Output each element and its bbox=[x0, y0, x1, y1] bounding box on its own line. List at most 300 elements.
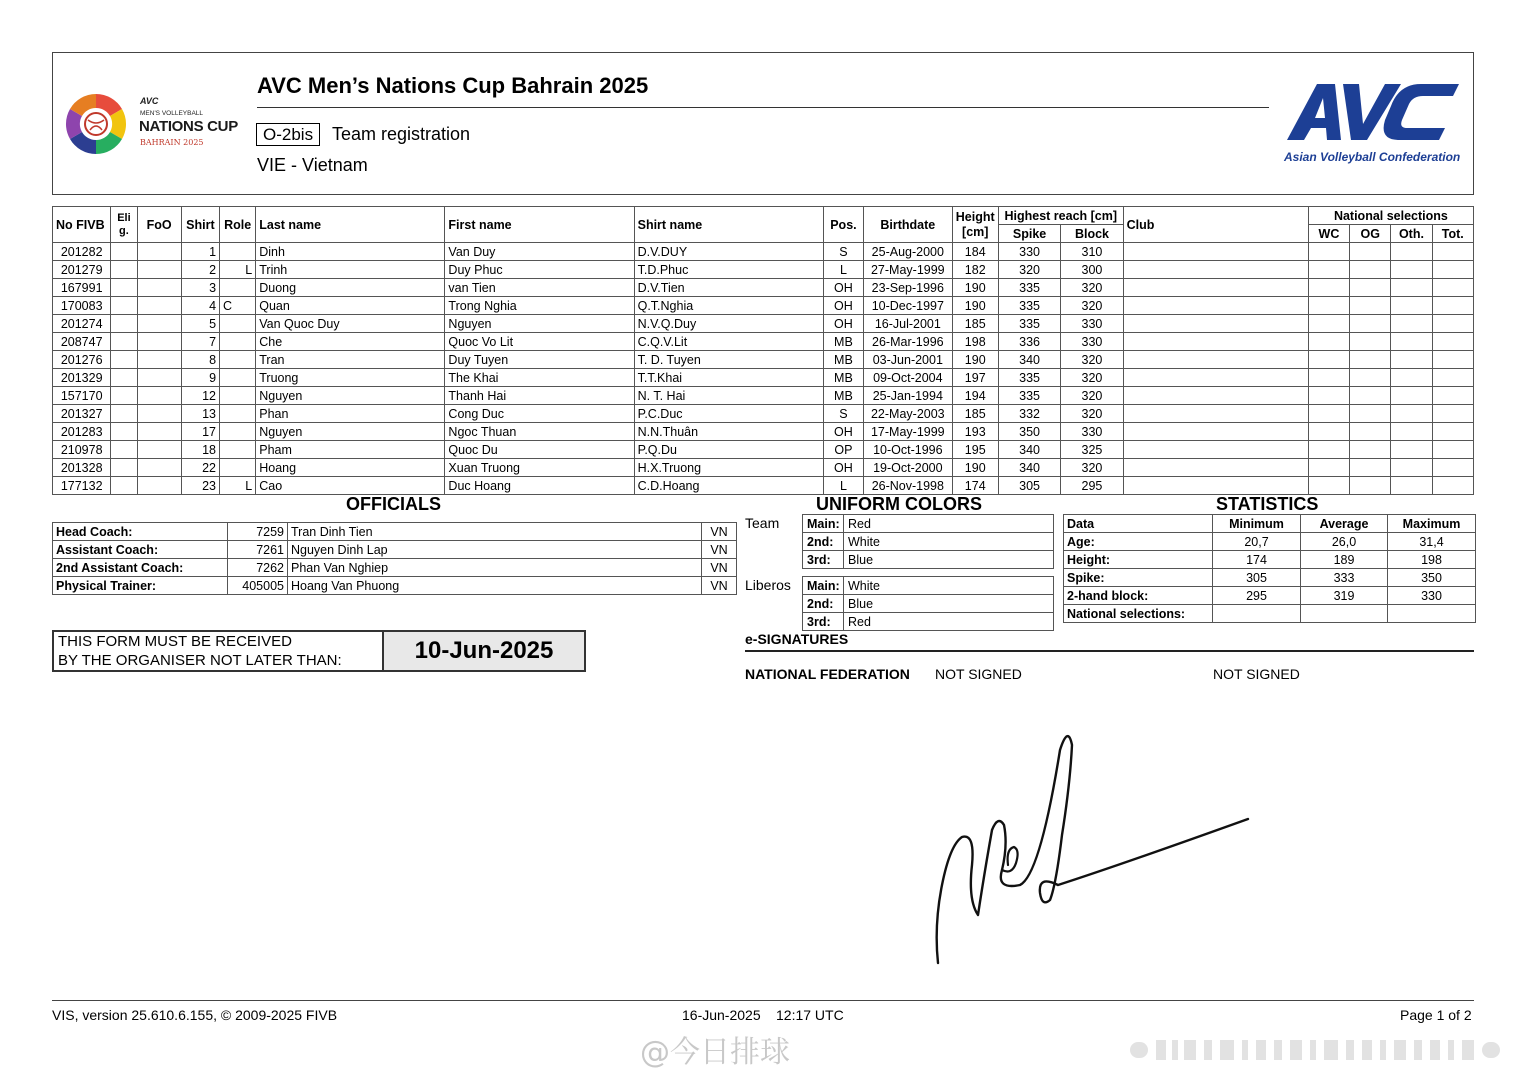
cell-block: 300 bbox=[1061, 261, 1123, 279]
esignatures-divider bbox=[745, 650, 1474, 652]
cell-role bbox=[220, 441, 256, 459]
event-emblem-icon bbox=[60, 88, 132, 160]
cell-birthdate: 09-Oct-2004 bbox=[864, 369, 953, 387]
cell-spike: 335 bbox=[998, 387, 1060, 405]
cell-oth bbox=[1391, 297, 1432, 315]
stats-max: 198 bbox=[1388, 551, 1476, 569]
cell-oth bbox=[1391, 279, 1432, 297]
cell-first-name: Duc Hoang bbox=[445, 477, 634, 495]
deadline-line-2: BY THE ORGANISER NOT LATER THAN: bbox=[58, 652, 342, 669]
col-pos: Pos. bbox=[823, 207, 863, 243]
cell-height: 193 bbox=[952, 423, 998, 441]
stats-avg bbox=[1301, 605, 1388, 623]
cell-no-fivb: 201283 bbox=[53, 423, 111, 441]
cell-wc bbox=[1308, 297, 1349, 315]
col-national-selections: National selections bbox=[1308, 207, 1473, 225]
cell-club bbox=[1123, 297, 1308, 315]
cell-birthdate: 10-Dec-1997 bbox=[864, 297, 953, 315]
official-number: 405005 bbox=[228, 577, 288, 595]
stats-min bbox=[1213, 605, 1301, 623]
cell-shirt: 4 bbox=[181, 297, 219, 315]
table-row bbox=[53, 279, 1474, 297]
cell-no-fivb: 201276 bbox=[53, 351, 111, 369]
cell-spike: 340 bbox=[998, 441, 1060, 459]
cell-shirt-name: C.Q.V.Lit bbox=[634, 333, 823, 351]
stats-avg: 319 bbox=[1301, 587, 1388, 605]
cell-shirt: 5 bbox=[181, 315, 219, 333]
cell-wc bbox=[1308, 405, 1349, 423]
col-role: Role bbox=[220, 207, 256, 243]
cell-shirt: 23 bbox=[181, 477, 219, 495]
cell-role bbox=[220, 369, 256, 387]
cell-role bbox=[220, 351, 256, 369]
uniform-kit-label: Main: bbox=[803, 515, 844, 533]
cell-og bbox=[1350, 387, 1391, 405]
cell-foo bbox=[137, 387, 181, 405]
cell-club bbox=[1123, 387, 1308, 405]
uniform-row bbox=[803, 551, 1054, 569]
cell-no-fivb: 201274 bbox=[53, 315, 111, 333]
cell-block: 320 bbox=[1061, 351, 1123, 369]
avc-logo-icon bbox=[1283, 80, 1463, 146]
avc-logo bbox=[1283, 80, 1463, 151]
cell-birthdate: 27-May-1999 bbox=[864, 261, 953, 279]
col-club: Club bbox=[1123, 207, 1308, 243]
cell-tot bbox=[1432, 369, 1473, 387]
cell-elig bbox=[111, 297, 137, 315]
deadline-date-cell bbox=[384, 632, 584, 670]
cell-first-name: The Khai bbox=[445, 369, 634, 387]
cell-og bbox=[1350, 459, 1391, 477]
stats-label: Spike: bbox=[1064, 569, 1213, 587]
uniform-color-value: White bbox=[844, 577, 1054, 595]
cell-birthdate: 17-May-1999 bbox=[864, 423, 953, 441]
cell-height: 194 bbox=[952, 387, 998, 405]
official-row bbox=[53, 523, 737, 541]
cell-block: 320 bbox=[1061, 369, 1123, 387]
cell-first-name: Quoc Du bbox=[445, 441, 634, 459]
stats-avg: 333 bbox=[1301, 569, 1388, 587]
cell-first-name: Cong Duc bbox=[445, 405, 634, 423]
cell-shirt-name: C.D.Hoang bbox=[634, 477, 823, 495]
cell-oth bbox=[1391, 243, 1432, 261]
cell-role: L bbox=[220, 261, 256, 279]
cell-tot bbox=[1432, 243, 1473, 261]
uniform-row bbox=[803, 515, 1054, 533]
cell-pos: MB bbox=[823, 369, 863, 387]
table-row bbox=[53, 315, 1474, 333]
cell-height: 190 bbox=[952, 279, 998, 297]
cell-role bbox=[220, 459, 256, 477]
watermark: @今日排球 bbox=[640, 1035, 790, 1070]
uniform-row bbox=[803, 613, 1054, 631]
stats-label: Height: bbox=[1064, 551, 1213, 569]
title-divider bbox=[257, 107, 1269, 108]
uniform-kit-label: 3rd: bbox=[803, 613, 844, 631]
cell-spike: 336 bbox=[998, 333, 1060, 351]
stats-label: 2-hand block: bbox=[1064, 587, 1213, 605]
cell-spike: 335 bbox=[998, 297, 1060, 315]
cell-spike: 320 bbox=[998, 261, 1060, 279]
official-nationality: VN bbox=[702, 523, 737, 541]
cell-shirt: 2 bbox=[181, 261, 219, 279]
stats-min: 20,7 bbox=[1213, 533, 1301, 551]
deadline-line-1: THIS FORM MUST BE RECEIVED bbox=[58, 633, 292, 650]
cell-elig bbox=[111, 315, 137, 333]
stats-min: 295 bbox=[1213, 587, 1301, 605]
cell-elig bbox=[111, 387, 137, 405]
uniform-row bbox=[803, 533, 1054, 551]
cell-oth bbox=[1391, 423, 1432, 441]
cell-shirt: 17 bbox=[181, 423, 219, 441]
cell-height: 185 bbox=[952, 405, 998, 423]
cell-og bbox=[1350, 441, 1391, 459]
cell-oth bbox=[1391, 261, 1432, 279]
cell-pos: S bbox=[823, 243, 863, 261]
cell-foo bbox=[137, 477, 181, 495]
event-logo-location: BAHRAIN 2025 bbox=[140, 138, 204, 147]
national-federation-label: NATIONAL FEDERATION bbox=[745, 666, 910, 682]
cell-role bbox=[220, 405, 256, 423]
cell-foo bbox=[137, 405, 181, 423]
cell-pos: L bbox=[823, 477, 863, 495]
cell-no-fivb: 170083 bbox=[53, 297, 111, 315]
table-row bbox=[53, 261, 1474, 279]
footer-divider bbox=[52, 1000, 1474, 1001]
cell-foo bbox=[137, 441, 181, 459]
cell-first-name: Xuan Truong bbox=[445, 459, 634, 477]
col-last-name: Last name bbox=[256, 207, 445, 243]
stats-row bbox=[1064, 605, 1476, 623]
cell-shirt-name: H.X.Truong bbox=[634, 459, 823, 477]
cell-block: 330 bbox=[1061, 315, 1123, 333]
cell-foo bbox=[137, 459, 181, 477]
uniform-row bbox=[803, 595, 1054, 613]
cell-shirt: 8 bbox=[181, 351, 219, 369]
table-row bbox=[53, 477, 1474, 495]
stats-header-max: Maximum bbox=[1388, 515, 1476, 533]
cell-shirt: 22 bbox=[181, 459, 219, 477]
cell-block: 330 bbox=[1061, 333, 1123, 351]
cell-birthdate: 23-Sep-1996 bbox=[864, 279, 953, 297]
uniform-kit-label: 2nd: bbox=[803, 533, 844, 551]
col-oth: Oth. bbox=[1391, 225, 1432, 243]
avc-logo-caption: Asian Volleyball Confederation bbox=[1284, 150, 1461, 164]
table-row bbox=[53, 351, 1474, 369]
team-name: VIE - Vietnam bbox=[257, 155, 368, 175]
cell-pos: OH bbox=[823, 459, 863, 477]
col-og: OG bbox=[1350, 225, 1391, 243]
event-logo-mark: AVC bbox=[140, 96, 159, 106]
stats-max bbox=[1388, 605, 1476, 623]
deadline-box bbox=[52, 630, 586, 672]
uniform-colors-title: UNIFORM COLORS bbox=[816, 494, 982, 514]
esignatures-title: e-SIGNATURES bbox=[745, 631, 849, 647]
cell-club bbox=[1123, 279, 1308, 297]
cell-last-name: Nguyen bbox=[256, 387, 445, 405]
col-first-name: First name bbox=[445, 207, 634, 243]
uniform-kit-label: 2nd: bbox=[803, 595, 844, 613]
cell-oth bbox=[1391, 459, 1432, 477]
handwritten-signature bbox=[920, 725, 1260, 975]
cell-foo bbox=[137, 333, 181, 351]
cell-block: 295 bbox=[1061, 477, 1123, 495]
cell-club bbox=[1123, 261, 1308, 279]
cell-og bbox=[1350, 405, 1391, 423]
uniform-color-value: White bbox=[844, 533, 1054, 551]
uniform-liberos-table bbox=[802, 576, 1054, 631]
cell-height: 184 bbox=[952, 243, 998, 261]
cell-og bbox=[1350, 297, 1391, 315]
official-nationality: VN bbox=[702, 577, 737, 595]
officials-table bbox=[52, 522, 737, 595]
table-row bbox=[53, 369, 1474, 387]
official-row bbox=[53, 559, 737, 577]
cell-height: 190 bbox=[952, 351, 998, 369]
uniform-color-value: Red bbox=[844, 515, 1054, 533]
table-row bbox=[53, 243, 1474, 261]
col-no-fivb: No FIVB bbox=[53, 207, 111, 243]
table-row bbox=[53, 441, 1474, 459]
cell-last-name: Quan bbox=[256, 297, 445, 315]
cell-oth bbox=[1391, 351, 1432, 369]
cell-og bbox=[1350, 333, 1391, 351]
cell-last-name: Hoang bbox=[256, 459, 445, 477]
event-logo-sub: MEN'S VOLLEYBALL bbox=[140, 110, 204, 117]
cell-tot bbox=[1432, 387, 1473, 405]
cell-last-name: Cao bbox=[256, 477, 445, 495]
col-birthdate: Birthdate bbox=[864, 207, 953, 243]
cell-og bbox=[1350, 279, 1391, 297]
footer-version: VIS, version 25.610.6.155, © 2009-2025 FIVB bbox=[52, 1007, 338, 1023]
cell-club bbox=[1123, 477, 1308, 495]
cell-wc bbox=[1308, 351, 1349, 369]
uniform-team-label: Team bbox=[745, 515, 780, 531]
cell-club bbox=[1123, 441, 1308, 459]
cell-shirt-name: P.Q.Du bbox=[634, 441, 823, 459]
cell-birthdate: 03-Jun-2001 bbox=[864, 351, 953, 369]
cell-foo bbox=[137, 351, 181, 369]
official-nationality: VN bbox=[702, 559, 737, 577]
col-shirt-name: Shirt name bbox=[634, 207, 823, 243]
cell-shirt-name: N. T. Hai bbox=[634, 387, 823, 405]
cell-foo bbox=[137, 261, 181, 279]
official-name: Tran Dinh Tien bbox=[288, 523, 702, 541]
cell-shirt-name: P.C.Duc bbox=[634, 405, 823, 423]
footer-page: Page 1 of 2 bbox=[1400, 1007, 1472, 1023]
cell-tot bbox=[1432, 459, 1473, 477]
cell-elig bbox=[111, 459, 137, 477]
cell-first-name: van Tien bbox=[445, 279, 634, 297]
page-title: AVC Men’s Nations Cup Bahrain 2025 bbox=[257, 73, 649, 98]
stats-min: 305 bbox=[1213, 569, 1301, 587]
uniform-kit-label: Main: bbox=[803, 577, 844, 595]
cell-elig bbox=[111, 243, 137, 261]
cell-tot bbox=[1432, 261, 1473, 279]
cell-og bbox=[1350, 369, 1391, 387]
stats-row bbox=[1064, 569, 1476, 587]
stats-max: 31,4 bbox=[1388, 533, 1476, 551]
cell-no-fivb: 201329 bbox=[53, 369, 111, 387]
cell-club bbox=[1123, 351, 1308, 369]
stats-header-data: Data bbox=[1064, 515, 1213, 533]
cell-og bbox=[1350, 351, 1391, 369]
cell-last-name: Che bbox=[256, 333, 445, 351]
deadline-date: 10-Jun-2025 bbox=[414, 637, 554, 664]
cell-role bbox=[220, 423, 256, 441]
cell-shirt: 18 bbox=[181, 441, 219, 459]
officials-title: OFFICIALS bbox=[346, 494, 441, 514]
uniform-liberos-label: Liberos bbox=[745, 577, 791, 593]
cell-oth bbox=[1391, 387, 1432, 405]
cell-spike: 340 bbox=[998, 459, 1060, 477]
statistics-title: STATISTICS bbox=[1216, 494, 1319, 514]
cell-height: 185 bbox=[952, 315, 998, 333]
cell-pos: MB bbox=[823, 333, 863, 351]
cell-no-fivb: 167991 bbox=[53, 279, 111, 297]
cell-wc bbox=[1308, 459, 1349, 477]
cell-foo bbox=[137, 279, 181, 297]
official-role: 2nd Assistant Coach: bbox=[53, 559, 228, 577]
cell-oth bbox=[1391, 369, 1432, 387]
cell-no-fivb: 201327 bbox=[53, 405, 111, 423]
cell-spike: 335 bbox=[998, 369, 1060, 387]
cell-tot bbox=[1432, 477, 1473, 495]
cell-birthdate: 19-Oct-2000 bbox=[864, 459, 953, 477]
cell-wc bbox=[1308, 441, 1349, 459]
cell-club bbox=[1123, 315, 1308, 333]
cell-tot bbox=[1432, 351, 1473, 369]
cell-shirt-name: T.T.Khai bbox=[634, 369, 823, 387]
cell-height: 182 bbox=[952, 261, 998, 279]
cell-foo bbox=[137, 369, 181, 387]
cell-pos: OH bbox=[823, 423, 863, 441]
cell-tot bbox=[1432, 441, 1473, 459]
official-role: Assistant Coach: bbox=[53, 541, 228, 559]
cell-elig bbox=[111, 369, 137, 387]
official-role: Head Coach: bbox=[53, 523, 228, 541]
col-foo: FoO bbox=[137, 207, 181, 243]
cell-height: 174 bbox=[952, 477, 998, 495]
cell-block: 330 bbox=[1061, 423, 1123, 441]
cell-height: 195 bbox=[952, 441, 998, 459]
cell-no-fivb: 201282 bbox=[53, 243, 111, 261]
cell-elig bbox=[111, 405, 137, 423]
cell-spike: 340 bbox=[998, 351, 1060, 369]
form-code-badge: O-2bis bbox=[256, 123, 320, 146]
statistics-table bbox=[1063, 514, 1476, 623]
cell-birthdate: 25-Jan-1994 bbox=[864, 387, 953, 405]
cell-elig bbox=[111, 261, 137, 279]
cell-last-name: Tran bbox=[256, 351, 445, 369]
cell-no-fivb: 201279 bbox=[53, 261, 111, 279]
official-number: 7262 bbox=[228, 559, 288, 577]
footer-time: 12:17 UTC bbox=[776, 1007, 844, 1023]
cell-first-name: Nguyen bbox=[445, 315, 634, 333]
cell-height: 190 bbox=[952, 459, 998, 477]
cell-role bbox=[220, 243, 256, 261]
cell-spike: 330 bbox=[998, 243, 1060, 261]
stats-avg: 189 bbox=[1301, 551, 1388, 569]
stats-row bbox=[1064, 533, 1476, 551]
uniform-kit-label: 3rd: bbox=[803, 551, 844, 569]
cell-wc bbox=[1308, 261, 1349, 279]
cell-elig bbox=[111, 333, 137, 351]
cell-foo bbox=[137, 297, 181, 315]
cell-block: 325 bbox=[1061, 441, 1123, 459]
cell-first-name: Thanh Hai bbox=[445, 387, 634, 405]
cell-foo bbox=[137, 243, 181, 261]
table-row bbox=[53, 405, 1474, 423]
cell-wc bbox=[1308, 477, 1349, 495]
cell-spike: 335 bbox=[998, 315, 1060, 333]
cell-tot bbox=[1432, 333, 1473, 351]
deadline-label-cell bbox=[54, 632, 384, 670]
stats-label: Age: bbox=[1064, 533, 1213, 551]
cell-shirt: 13 bbox=[181, 405, 219, 423]
cell-last-name: Phan bbox=[256, 405, 445, 423]
cell-pos: OP bbox=[823, 441, 863, 459]
stats-header-avg: Average bbox=[1301, 515, 1388, 533]
cell-wc bbox=[1308, 243, 1349, 261]
table-row bbox=[53, 333, 1474, 351]
cell-club bbox=[1123, 369, 1308, 387]
cell-pos: MB bbox=[823, 387, 863, 405]
cell-pos: S bbox=[823, 405, 863, 423]
cell-oth bbox=[1391, 315, 1432, 333]
cell-oth bbox=[1391, 333, 1432, 351]
cell-spike: 332 bbox=[998, 405, 1060, 423]
official-name: Phan Van Nghiep bbox=[288, 559, 702, 577]
uniform-color-value: Red bbox=[844, 613, 1054, 631]
cell-tot bbox=[1432, 423, 1473, 441]
cell-elig bbox=[111, 351, 137, 369]
official-role: Physical Trainer: bbox=[53, 577, 228, 595]
cell-spike: 305 bbox=[998, 477, 1060, 495]
cell-club bbox=[1123, 423, 1308, 441]
stats-row bbox=[1064, 551, 1476, 569]
cell-shirt-name: D.V.Tien bbox=[634, 279, 823, 297]
cell-wc bbox=[1308, 333, 1349, 351]
uniform-color-value: Blue bbox=[844, 595, 1054, 613]
cell-pos: MB bbox=[823, 351, 863, 369]
cell-shirt-name: D.V.DUY bbox=[634, 243, 823, 261]
cell-shirt-name: Q.T.Nghia bbox=[634, 297, 823, 315]
cell-oth bbox=[1391, 477, 1432, 495]
stats-min: 174 bbox=[1213, 551, 1301, 569]
cell-elig bbox=[111, 441, 137, 459]
cell-role bbox=[220, 315, 256, 333]
cell-shirt: 7 bbox=[181, 333, 219, 351]
col-tot: Tot. bbox=[1432, 225, 1473, 243]
col-wc: WC bbox=[1308, 225, 1349, 243]
cell-oth bbox=[1391, 405, 1432, 423]
cell-birthdate: 26-Nov-1998 bbox=[864, 477, 953, 495]
cell-role bbox=[220, 387, 256, 405]
stats-header-min: Minimum bbox=[1213, 515, 1301, 533]
official-name: Hoang Van Phuong bbox=[288, 577, 702, 595]
cell-wc bbox=[1308, 423, 1349, 441]
cell-og bbox=[1350, 243, 1391, 261]
cell-block: 320 bbox=[1061, 387, 1123, 405]
cell-wc bbox=[1308, 369, 1349, 387]
cell-last-name: Truong bbox=[256, 369, 445, 387]
cell-foo bbox=[137, 315, 181, 333]
cell-club bbox=[1123, 405, 1308, 423]
cell-club bbox=[1123, 333, 1308, 351]
uniform-color-value: Blue bbox=[844, 551, 1054, 569]
cell-height: 197 bbox=[952, 369, 998, 387]
